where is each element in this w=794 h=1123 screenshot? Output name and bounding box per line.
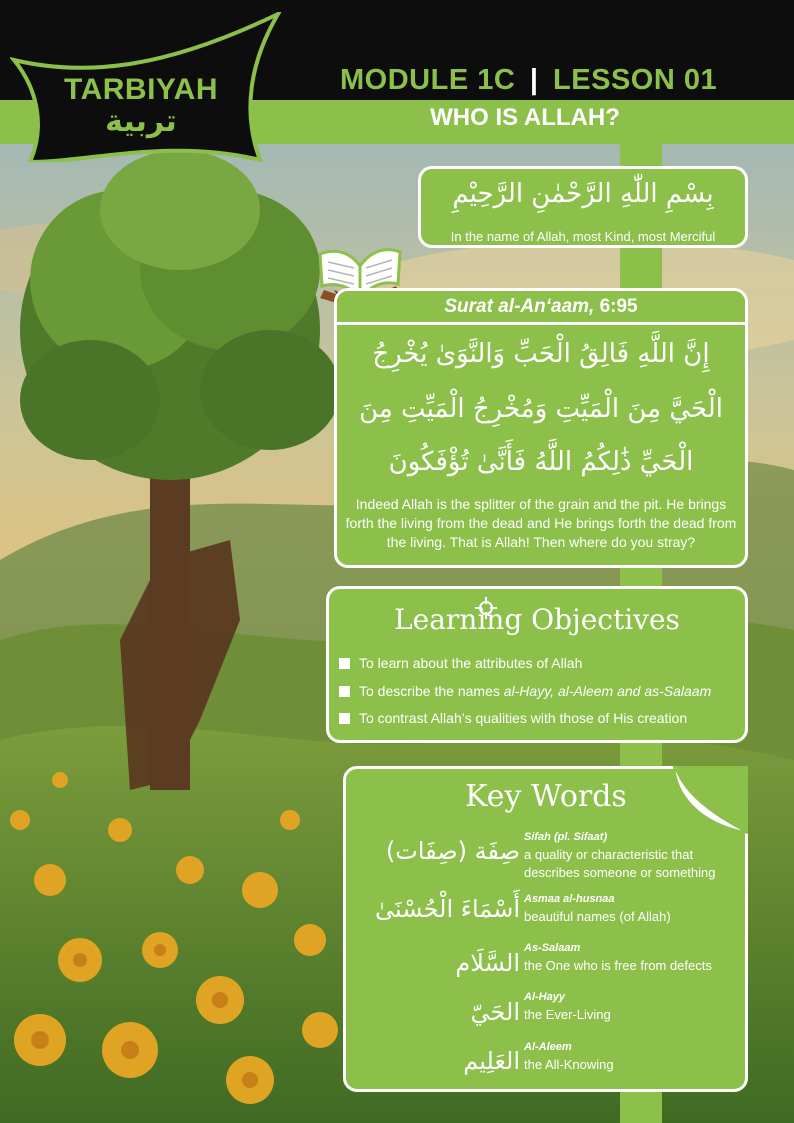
basmala-translation: In the name of Allah, most Kind, most Merciful — [450, 229, 716, 244]
key-word-arabic: أَسْمَاءَ الْحُسْنَىٰ — [374, 895, 520, 923]
learning-objectives-card — [326, 586, 748, 743]
objective-text: To learn about the attributes of Allah — [359, 655, 583, 671]
key-word-definition: the Ever-Living — [524, 1007, 611, 1022]
square-bullet-icon — [339, 686, 350, 697]
page-curl-icon — [668, 763, 752, 835]
basmala-card — [418, 166, 748, 248]
key-word-term: Al-Aleem — [524, 1041, 572, 1053]
ayah-line-3: الْحَيِّ ذَٰلِكُمُ اللَّهُ فَأَنَّىٰ تُؤْفَكُونَ — [388, 447, 694, 477]
key-word-arabic: الحَيّ — [470, 998, 520, 1026]
key-word-term: Asmaa al-husnaa — [524, 893, 615, 905]
lesson-title: WHO IS ALLAH? — [430, 104, 620, 131]
module-lesson-heading — [340, 64, 718, 97]
learning-objectives-title: Learning Objectives — [394, 603, 680, 636]
objective-item — [339, 710, 739, 726]
key-word-term: As-Salaam — [524, 942, 581, 954]
key-word-definition: the One who is free from defects — [524, 958, 712, 973]
ayah-translation: Indeed Allah is the splitter of the grain and the pit. He brings forth the living from the dead and He brings forth the dead from the living. That is Allah! Then where do you stray? — [345, 496, 737, 550]
key-word-definition: beautiful names (of Allah) — [524, 909, 671, 924]
square-bullet-icon — [339, 713, 350, 724]
key-words-title: Key Words — [465, 779, 627, 814]
crosshair-icon — [475, 597, 497, 619]
basmala-arabic: بِسْمِ اللّٰهِ الرَّحْمٰنِ الرَّحِيْمِ — [452, 179, 714, 209]
key-word-definition: the All-Knowing — [524, 1057, 614, 1072]
logo-arabic-text: تربية — [105, 104, 177, 139]
lesson-label: LESSON 01 — [553, 64, 718, 96]
objective-italic-names: al-Hayy, al-Aleem and as-Salaam — [503, 683, 712, 699]
key-word-term: Sifah (pl. Sifaat) — [524, 831, 608, 843]
objective-text: To describe the names — [359, 683, 504, 699]
square-bullet-icon — [339, 658, 350, 669]
objective-text: To contrast Allah’s qualities with those of His creation — [359, 710, 688, 726]
ayah-line-1: إِنَّ اللَّهِ فَالِقُ الْحَبِّ وَالنَّوَىٰ يُخْرِجُ — [372, 339, 710, 369]
surah-name: Surat al-An‘aam, — [444, 296, 595, 317]
surah-verse-ref: 6:95 — [599, 296, 638, 317]
module-label: MODULE 1C — [340, 64, 516, 96]
logo-english-text: TARBIYAH — [63, 73, 218, 106]
heading-separator: | — [529, 64, 539, 96]
key-word-term: Al-Hayy — [524, 991, 565, 1003]
objective-item — [339, 655, 739, 671]
ayah-line-2: الْحَيَّ مِنَ الْمَيِّتِ وَمُخْرِجُ الْمَيِّتِ مِنَ — [359, 394, 723, 424]
objective-item — [339, 683, 739, 699]
surah-reference — [337, 291, 745, 325]
key-word-arabic: صِفَة (صِفَات) — [385, 837, 520, 865]
surah-card — [334, 288, 748, 568]
key-word-definition: a quality or characteristic that describes someone or something — [524, 847, 716, 880]
key-word-arabic: السَّلَام — [455, 949, 520, 977]
key-word-arabic: العَلِيم — [463, 1047, 520, 1075]
